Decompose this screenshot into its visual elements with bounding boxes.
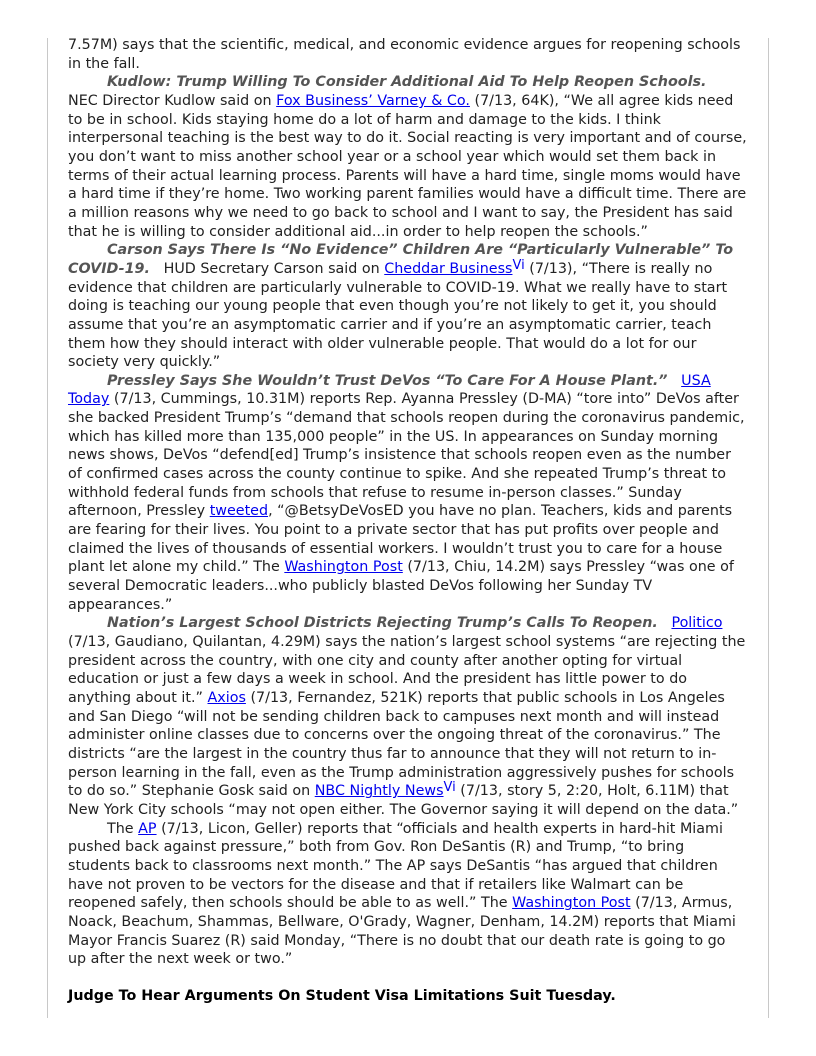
source-link-washington-post[interactable]: Washington Post <box>284 559 403 576</box>
right-margin-rule <box>768 38 769 1018</box>
source-link-tweeted[interactable]: tweeted <box>209 503 269 520</box>
article-miami: The AP (7/13, Licon, Geller) reports that “officials and health experts in hard-hit Miami pushed back against pressure,” both from Gov. Ron DeSantis (R) and Trump, “to bring students back to classrooms next month.” The AP says DeSantis “has argued that children have not proven to be vectors for the disease and that if retailers like Walmart can be reopened safely, then schools should be able to as well.” The Washington Post (7/13, Armus, Noack, Beachum, Shammas, Bellware, O'Grady, Wagner, Denham, 14.2M) reports that Miami Mayor Francis Suarez (R) said Monday, “There is no doubt that our death rate is going to go up after the next week or two.” <box>68 820 736 968</box>
article-school-districts: Nation’s Largest School Districts Rejecting Trump’s Calls To Reopen. Politico (7/13, Gaudiano, Quilantan, 4.29M) says the nation’s largest school systems “are rejecting the president across the country, with one city and county after another opting for virtual education or just a few days a week in school. And the president has little power to do anything about it.” Axios (7/13, Fernandez, 521K) reports that public schools in Los Angeles and San Diego “will not be sending children back to campuses next month and will instead administer online classes due to concerns over the ongoing threat of the coronavirus.” The districts “are the largest in the country thus far to announce that they will not return to in-person learning in the fall, even as the Trump administration aggressively pushes for schools to do so.” Stephanie Gosk said on NBC Nightly News$^{Vi}$ (7/13, story 5, 2:20, Holt, 6.11M) that New York City schools “may not open either. The Governor saying it will depend on the data.” <box>68 615 746 818</box>
article-headline: Pressley Says She Wouldn’t Trust DeVos “To Care For A House Plant.” <box>107 372 668 389</box>
left-margin-rule <box>47 38 48 1018</box>
article-kudlow: Kudlow: Trump Willing To Consider Additional Aid To Help Reopen Schools. NEC Director Kudlow said on Fox Business’ Varney & Co. (7/13, 64K), “We all agree kids need to be in school. Kids staying home do a lot of harm and damage to the kids. I think interpersonal teaching is the best way to do it. Social reacting is very important and of course, you don’t want to miss another school year or a school year which would set them back in terms of their actual learning process. Parents will have a hard time, single moms would have a hard time if they’re home. Two working parent families would have a difficult time. There are a million reasons why we need to go back to school and I want to say, the President has said that he is willing to consider additional aid...in order to help reopen the schools.” <box>68 74 747 240</box>
paragraph-continued: 7.57M) says that the scientific, medical, and economic evidence argues for reopening schools in the fall. <box>68 37 741 72</box>
article-pressley: Pressley Says She Wouldn’t Trust DeVos “To Care For A House Plant.” USA Today (7/13, Cummings, 10.31M) reports Rep. Ayanna Pressley (D-MA) “tore into” DeVos after she backed President Trump’s “demand that schools reopen during the coronavirus pandemic, which has killed more than 135,000 people” in the US. In appearances on Sunday morning news shows, DeVos “defend[ed] Trump’s insistence that schools reopen even as the number of confirmed cases across the county continue to spike. And she repeated Trump’s threat to withhold federal funds from schools that refuse to resume in-person classes.” Sunday afternoon, Pressley tweeted, “@BetsyDeVosED you have no plan. Teachers, kids and parents are fearing for their lives. You point to a private sector that has put profits over people and claimed the lives of thousands of essential workers. I wouldn’t trust you to care for a house plant let alone my child.” The Washington Post (7/13, Chiu, 14.2M) says Pressley “was one of several Democratic leaders...who publicly blasted DeVos following her Sunday TV appearances.” <box>68 372 745 613</box>
source-link-nbc-nightly-news[interactable]: NBC Nightly News <box>314 783 444 800</box>
source-link-cheddar-business[interactable]: Cheddar Business <box>384 260 513 277</box>
source-link-ap[interactable]: AP <box>138 820 157 837</box>
section-heading: Judge To Hear Arguments On Student Visa Limitations Suit Tuesday. <box>68 987 616 1004</box>
video-indicator-icon[interactable]: Vi <box>512 257 525 273</box>
source-link-usa-today[interactable]: USA Today <box>68 372 711 408</box>
article-headline: Kudlow: Trump Willing To Consider Additional Aid To Help Reopen Schools. <box>107 74 707 91</box>
article-headline: Carson Says There Is “No Evidence” Children Are “Particularly Vulnerable” To COVID-19. <box>68 242 734 277</box>
article-carson: Carson Says There Is “No Evidence” Children Are “Particularly Vulnerable” To COVID-19. HUD Secretary Carson said on Cheddar Business$^{Vi}$ (7/13), “There is really no evidence that children are particularly vulnerable to COVID-19. What we really have to start doing is teaching our young people that even though you’re not likely to get it, you should assume that you’re an asymptomatic carrier and if you’re an asymptomatic carrier, teach them how they should interact with older vulnerable people. That would do a lot for our society very quickly.” <box>68 242 734 371</box>
article-headline: Nation’s Largest School Districts Rejecting Trump’s Calls To Reopen. <box>107 615 658 632</box>
source-link-politico[interactable]: Politico <box>671 615 723 632</box>
source-link-washington-post[interactable]: Washington Post <box>512 895 631 912</box>
source-link-fox-business[interactable]: Fox Business’ Varney & Co. <box>276 92 470 109</box>
source-link-axios[interactable]: Axios <box>207 689 246 706</box>
document-body <box>68 36 748 1005</box>
video-indicator-icon[interactable]: Vi <box>443 780 456 796</box>
